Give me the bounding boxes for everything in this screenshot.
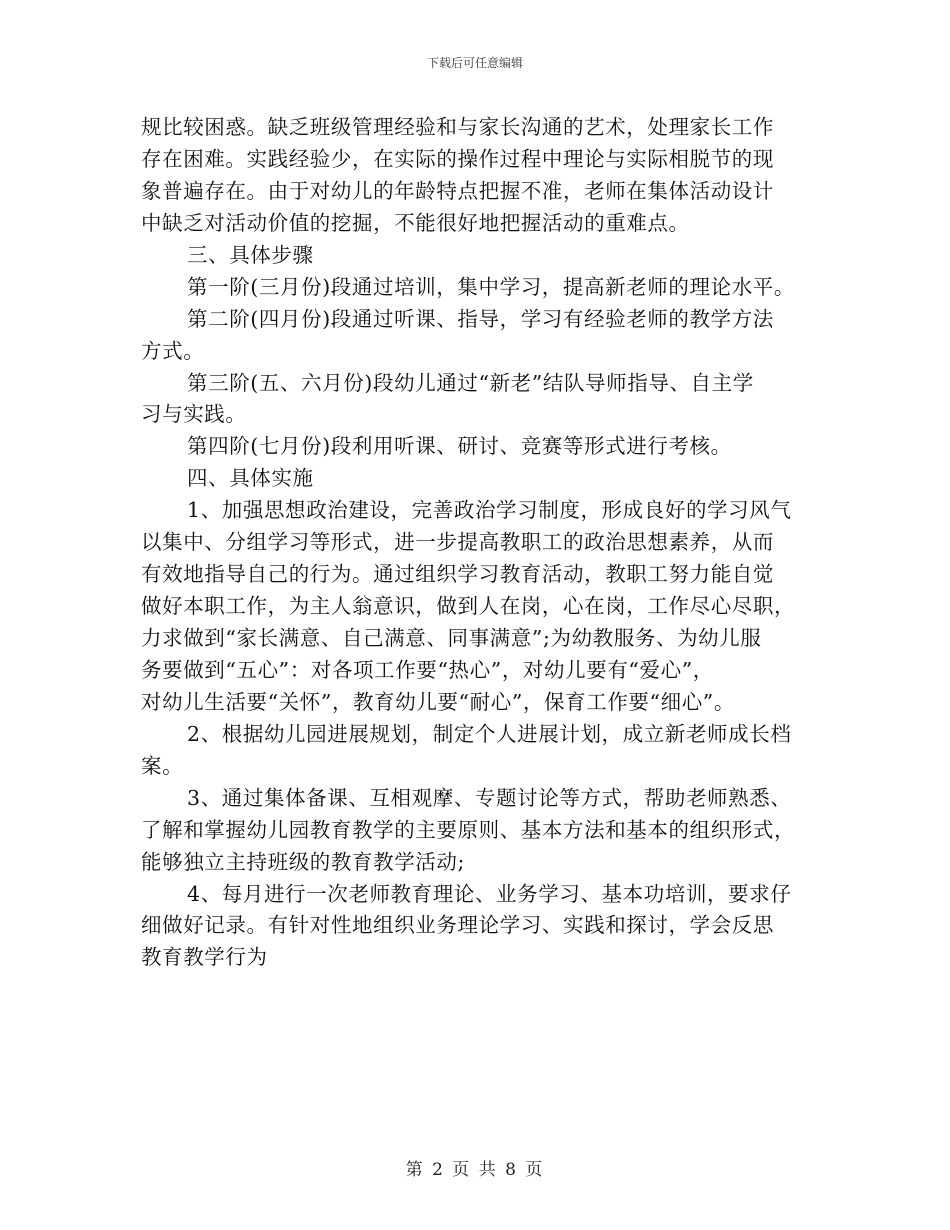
page-header-note: 下载后可任意编辑 — [426, 56, 523, 70]
text-line: 第三阶(五、六月份)段幼儿通过“新老”结队导师指导、自主学 — [187, 370, 754, 395]
text-line: 务要做到“五心”：对各项工作要“热心”，对幼儿要有“爱心”， — [141, 657, 714, 682]
text-line: 以集中、分组学习等形式，进一步提高教职工的政治思想素养，从而 — [141, 530, 774, 555]
text-line: 中缺乏对活动价值的挖掘，不能很好地把握活动的重难点。 — [141, 210, 690, 235]
text-line: 方式。 — [141, 338, 205, 363]
text-line: 能够独立主持班级的教育教学活动; — [141, 849, 466, 874]
section-heading: 三、具体步骤 — [187, 242, 314, 267]
text-line: 第二阶(四月份)段通过听课、指导，学习有经验老师的教学方法 — [187, 306, 774, 331]
text-line: 习与实践。 — [141, 402, 247, 427]
page-number: 第 2 页 共 8 页 — [405, 1160, 545, 1180]
text-line: 2、根据幼儿园进展规划，制定个人进展计划，成立新老师成长档 — [187, 721, 792, 746]
text-line: 案。 — [141, 753, 184, 778]
text-line: 对幼儿生活要“关怀”，教育幼儿要“耐心”，保育工作要“细心”。 — [141, 689, 735, 714]
text-line: 规比较困惑。缺乏班级管理经验和与家长沟通的艺术，处理家长工作 — [141, 115, 774, 139]
text-line: 存在困难。实践经验少，在实际的操作过程中理论与实际相脱节的现 — [141, 146, 774, 171]
text-line: 有效地指导自己的行为。通过组织学习教育活动，教职工努力能自觉 — [141, 562, 774, 587]
text-line: 了解和掌握幼儿园教育教学的主要原则、基本方法和基本的组织形式， — [141, 817, 796, 842]
text-line: 力求做到“家长满意、自己满意、同事满意”;为幼教服务、为幼儿服 — [141, 626, 762, 650]
text-line: 教育教学行为 — [141, 945, 268, 970]
text-line: 做好本职工作，为主人翁意识，做到人在岗，心在岗，工作尽心尽职， — [141, 594, 796, 619]
text-line: 细做好记录。有针对性地组织业务理论学习、实践和探讨，学会反思 — [141, 913, 774, 938]
section-heading: 四、具体实施 — [187, 466, 314, 491]
document-body — [141, 112, 821, 974]
text-line: 象普遍存在。由于对幼儿的年龄特点把握不准，老师在集体活动设计 — [141, 178, 774, 203]
text-line: 1、加强思想政治建设，完善政治学习制度，形成良好的学习风气 — [187, 498, 792, 523]
text-line: 第四阶(七月份)段利用听课、研讨、竞赛等形式进行考核。 — [187, 434, 732, 459]
text-line: 3、通过集体备课、互相观摩、专题讨论等方式，帮助老师熟悉、 — [187, 785, 792, 810]
text-line: 4、每月进行一次老师教育理论、业务学习、基本功培训，要求仔 — [187, 881, 792, 906]
text-line: 第一阶(三月份)段通过培训，集中学习，提高新老师的理论水平。 — [187, 274, 795, 299]
